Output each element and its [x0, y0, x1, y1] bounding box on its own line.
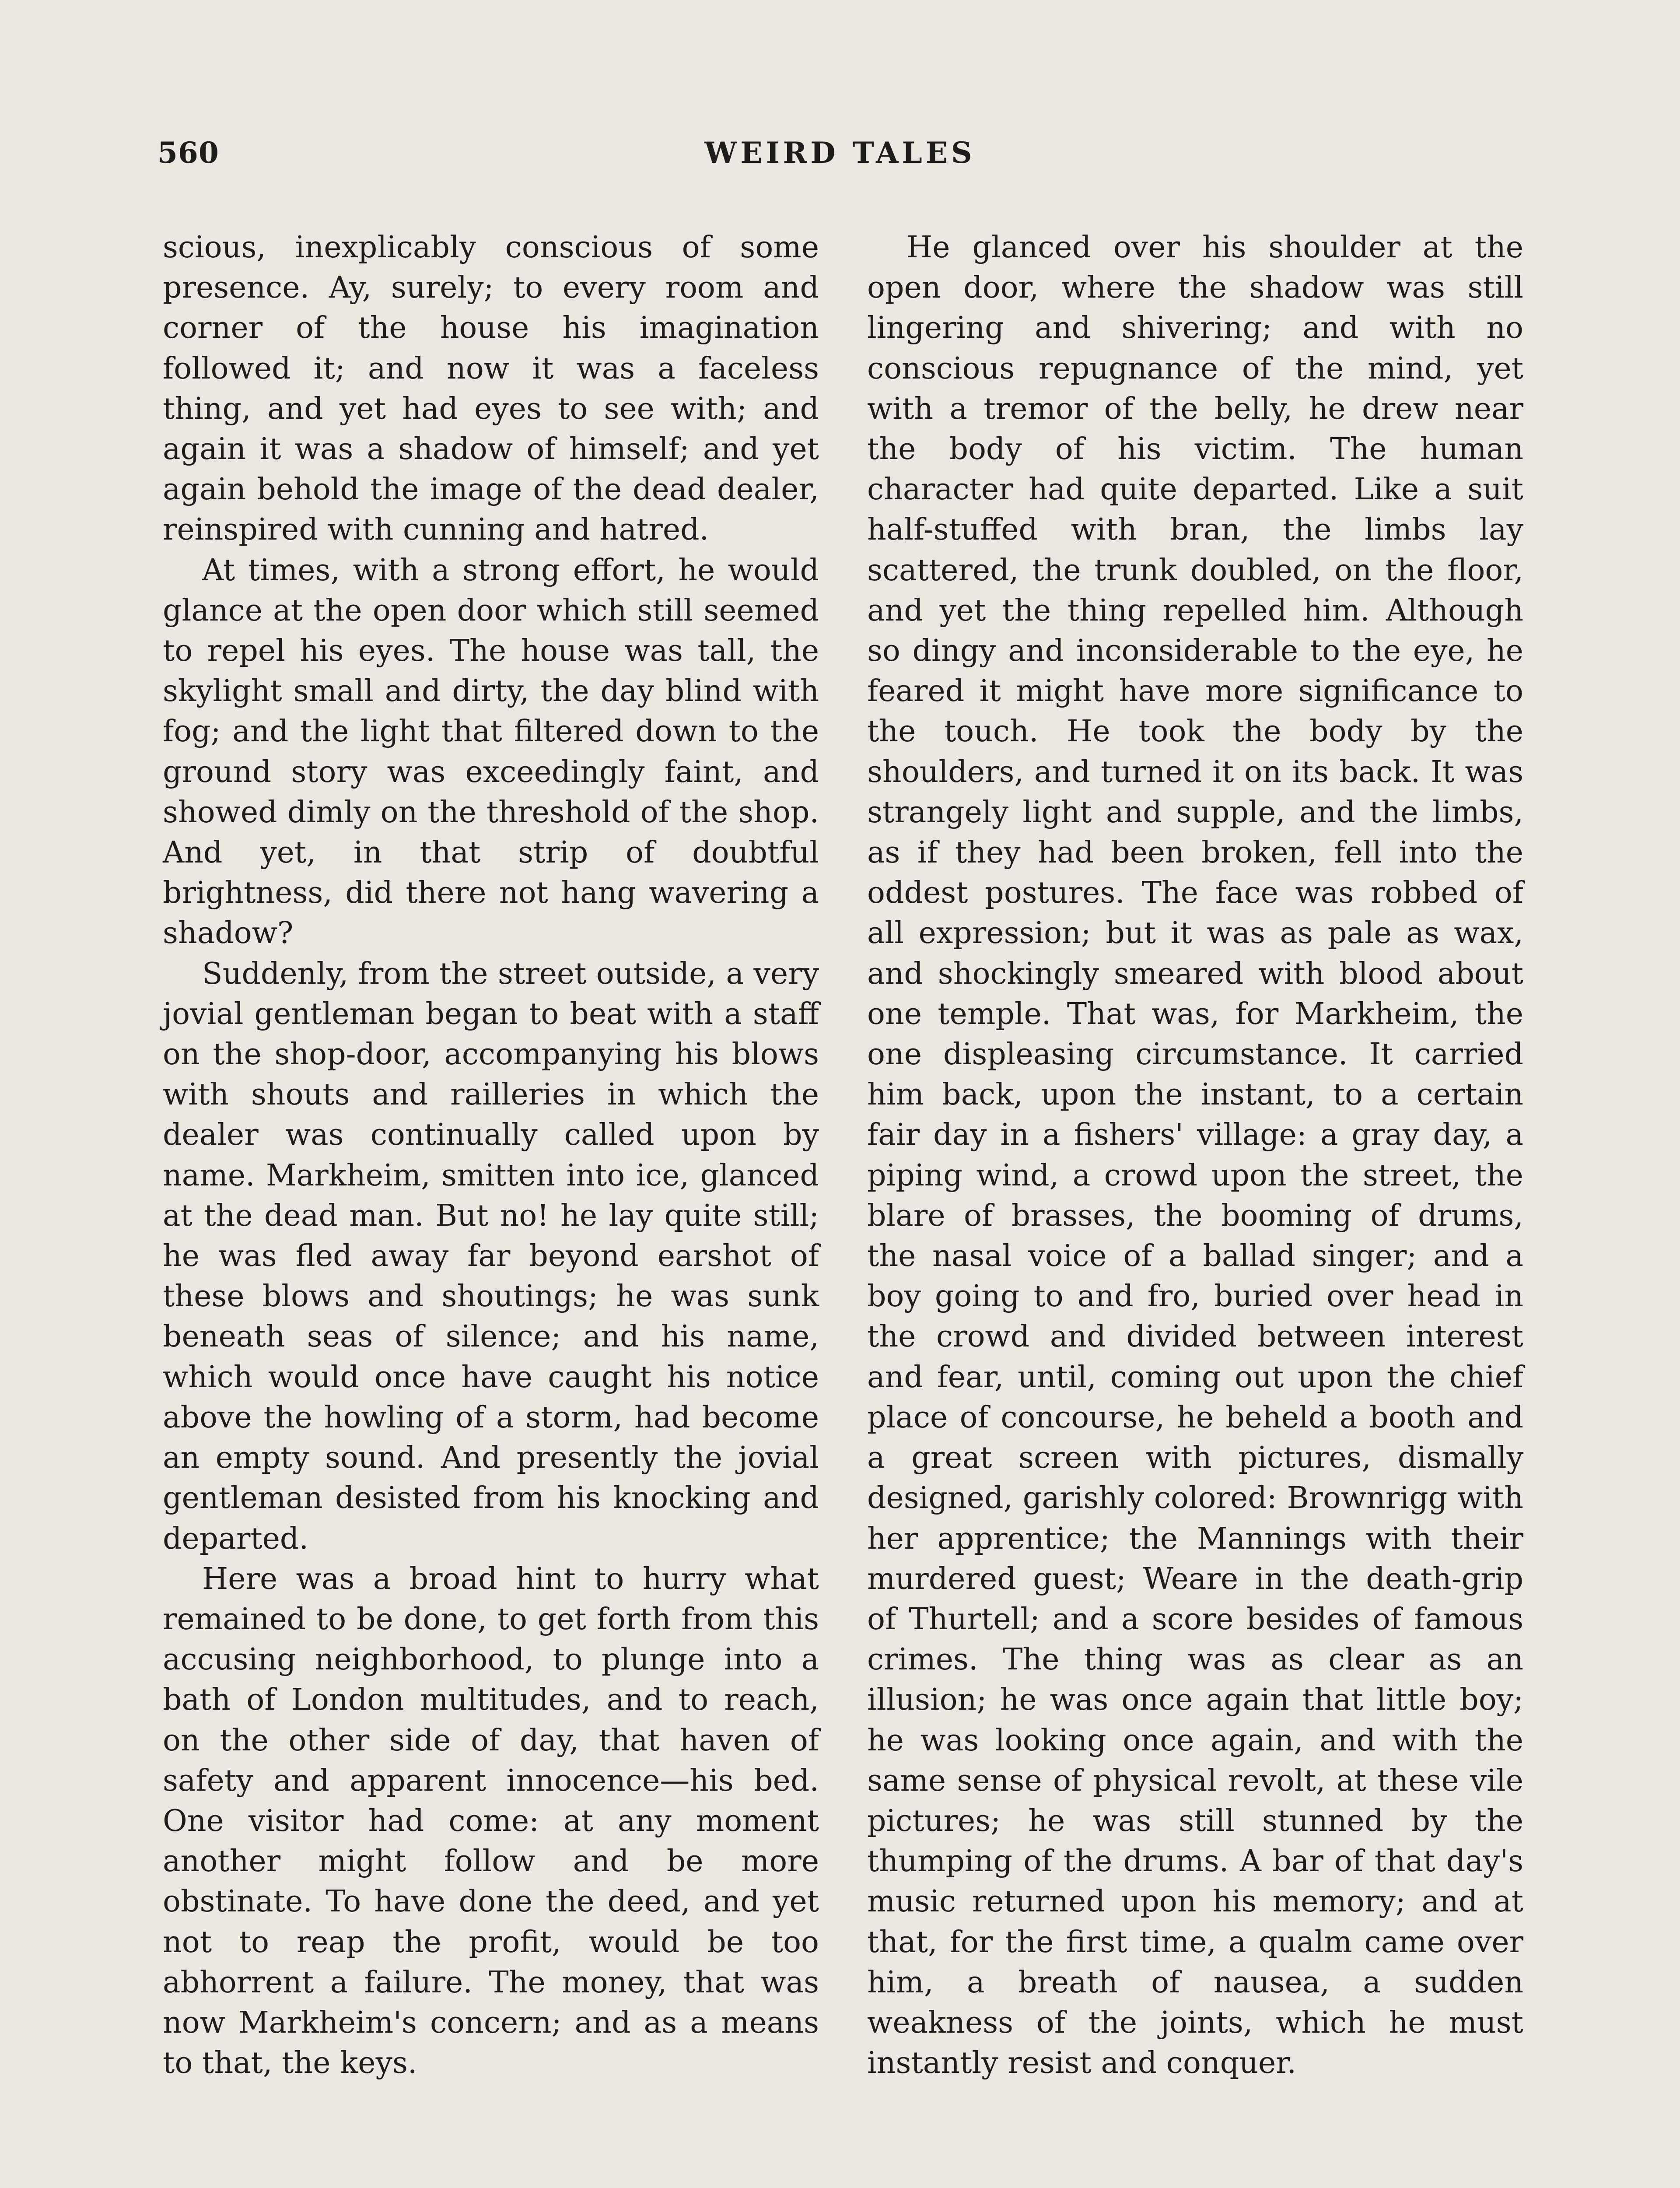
- left-column: [163, 228, 819, 2083]
- page-number: 560: [158, 136, 219, 170]
- paragraph: Here was a broad hint to hurry what remained to be done, to get forth from this accusing neighborhood, to plunge into a bath of London multitudes, and to reach, on the other side of day, that haven of safety and apparent innocence—his bed. One visitor had come: at any moment another might follow and be more obstinate. To have done the deed, and yet not to reap the profit, would be too abhorrent a failure. The money, that was now Markheim's concern; and as a means to that, the keys.: [163, 1561, 819, 2081]
- right-column: [867, 228, 1523, 2083]
- paragraph: He glanced over his shoulder at the open door, where the shadow was still lingering and shivering; and with no conscious repugnance of the mind, yet with a tremor of the belly, he drew near the body of his victim. The human character had quite departed. Like a suit half-stuffed with bran, the limbs lay scattered, the trunk doubled, on the floor, and yet the thing repelled him. Although so dingy and inconsiderable to the eye, he feared it might have more significance to the touch. He took the body by the shoulders, and turned it on its back. It was strangely light and supple, and the limbs, as if they had been broken, fell into the oddest postures. The face was robbed of all expression; but it was as pale as wax, and shockingly smeared with blood about one temple. That was, for Markheim, the one displeasing circumstance. It carried him back, upon the instant, to a certain fair day in a fishers' village: a gray day, a piping wind, a crowd upon the street, the blare of brasses, the booming of drums, the nasal voice of a ballad singer; and a boy going to and fro, buried over head in the crowd and divided between interest and fear, until, coming out upon the chief place of concourse, he beheld a booth and a great screen with pictures, dismally designed, garishly colored: Brownrigg with her apprentice; the Mannings with their murdered guest; Weare in the death-grip of Thurtell; and a score besides of famous crimes. The thing was as clear as an illusion; he was once again that little boy; he was looking once again, and with the same sense of physical revolt, at these vile pictures; he was still stunned by the thumping of the drums. A bar of that day's music returned upon his memory; and at that, for the first time, a qualm came over him, a breath of nausea, a sudden weakness of the joints, which he must instantly resist and conquer.: [867, 230, 1523, 2081]
- page-header: [158, 131, 1522, 188]
- paragraph: Suddenly, from the street outside, a very jovial gentleman began to beat with a staff on the shop-door, accompanying his blows with shouts and railleries in which the dealer was continually called upon by name. Markheim, smitten into ice, glanced at the dead man. But no! he lay quite still; he was fled away far beyond earshot of these blows and shoutings; he was sunk beneath seas of silence; and his name, which would once have caught his notice above the howling of a storm, had become an empty sound. And presently the jovial gentleman desisted from his knocking and departed.: [163, 956, 819, 1556]
- paragraph: At times, with a strong effort, he would glance at the open door which still seemed to repel his eyes. The house was tall, the skylight small and dirty, the day blind with fog; and the light that filtered down to the ground story was exceedingly faint, and showed dimly on the threshold of the shop. And yet, in that strip of doubtful brightness, did there not hang wavering a shadow?: [163, 553, 819, 951]
- paragraph: scious, inexplicably conscious of some presence. Ay, surely; to every room and corner of the house his imagination followed it; and now it was a faceless thing, and yet had eyes to see with; and again it was a shadow of himself; and yet again behold the image of the dead dealer, reinspired with cunning and hatred.: [163, 230, 819, 547]
- running-title: WEIRD TALES: [704, 136, 976, 170]
